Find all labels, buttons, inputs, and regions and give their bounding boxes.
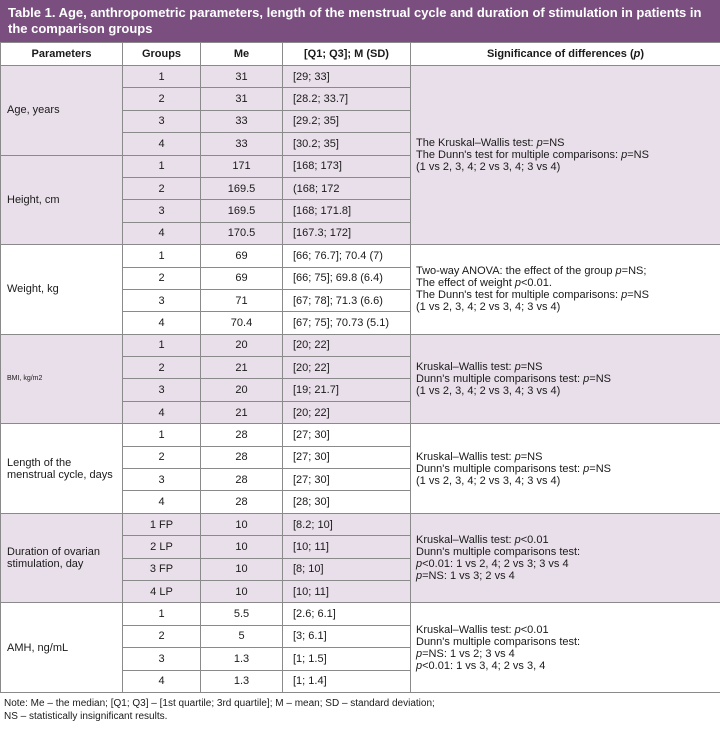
group-cell: 1 <box>123 424 201 446</box>
median-cell: 69 <box>201 245 283 267</box>
group-cell: 2 <box>123 446 201 468</box>
group-cell: 2 LP <box>123 536 201 558</box>
significance-line: Dunn's multiple comparisons test: p=NS <box>416 372 612 385</box>
header-me: Me <box>201 43 283 66</box>
parameter-name: Duration of ovarian stimulation, day <box>1 513 123 603</box>
group-cell: 1 <box>123 66 201 88</box>
header-groups: Groups <box>123 43 201 66</box>
significance-line: Kruskal–Wallis test: p=NS <box>416 450 543 463</box>
quartile-cell: [28; 30] <box>283 491 411 513</box>
significance-line: (1 vs 2, 3, 4; 2 vs 3, 4; 3 vs 4) <box>416 161 561 174</box>
group-cell: 1 <box>123 245 201 267</box>
group-cell: 2 <box>123 88 201 110</box>
median-cell: 20 <box>201 379 283 401</box>
median-cell: 33 <box>201 110 283 132</box>
median-cell: 71 <box>201 289 283 311</box>
significance-line: Dunn's multiple comparisons test: <box>416 635 581 648</box>
group-cell: 4 <box>123 491 201 513</box>
group-cell: 3 <box>123 648 201 670</box>
median-cell: 21 <box>201 357 283 379</box>
significance-cell <box>411 66 720 245</box>
median-cell: 33 <box>201 133 283 155</box>
median-cell: 31 <box>201 66 283 88</box>
quartile-cell: [28.2; 33.7] <box>283 88 411 110</box>
table-row <box>1 66 720 88</box>
median-cell: 69 <box>201 267 283 289</box>
median-cell: 31 <box>201 88 283 110</box>
group-cell: 2 <box>123 625 201 647</box>
quartile-cell: [20; 22] <box>283 334 411 356</box>
significance-line: The Dunn's test for multiple comparisons: p=NS <box>416 149 649 162</box>
quartile-cell: [20; 22] <box>283 401 411 423</box>
quartile-cell: [27; 30] <box>283 446 411 468</box>
median-cell: 169.5 <box>201 177 283 199</box>
significance-cell <box>411 603 720 693</box>
median-cell: 171 <box>201 155 283 177</box>
group-cell: 2 <box>123 177 201 199</box>
quartile-cell: [20; 22] <box>283 357 411 379</box>
median-cell: 20 <box>201 334 283 356</box>
quartile-cell: [167.3; 172] <box>283 222 411 244</box>
table-row <box>1 424 720 446</box>
table-row <box>1 513 720 535</box>
median-cell: 5 <box>201 625 283 647</box>
quartile-cell: [67; 78]; 71.3 (6.6) <box>283 289 411 311</box>
quartile-cell: [168; 173] <box>283 155 411 177</box>
significance-cell <box>411 334 720 424</box>
significance-line: Kruskal–Wallis test: p=NS <box>416 360 543 373</box>
group-cell: 3 <box>123 379 201 401</box>
significance-line: p=NS: 1 vs 3; 2 vs 4 <box>416 570 515 583</box>
quartile-cell: [10; 11] <box>283 536 411 558</box>
table-row <box>1 603 720 625</box>
header-quartiles: [Q1; Q3]; M (SD) <box>283 43 411 66</box>
significance-line: (1 vs 2, 3, 4; 2 vs 3, 4; 3 vs 4) <box>416 474 561 487</box>
quartile-cell: [2.6; 6.1] <box>283 603 411 625</box>
significance-cell <box>411 245 720 335</box>
quartile-cell: (168; 172 <box>283 177 411 199</box>
median-cell: 169.5 <box>201 200 283 222</box>
quartile-cell: [27; 30] <box>283 424 411 446</box>
median-cell: 170.5 <box>201 222 283 244</box>
group-cell: 4 LP <box>123 580 201 602</box>
parameter-name: AMH, ng/mL <box>1 603 123 693</box>
quartile-cell: [19; 21.7] <box>283 379 411 401</box>
note-line: Note: Me – the median; [Q1; Q3] – [1st quartile; 3rd quartile]; M – mean; SD – standard deviation; <box>4 697 435 709</box>
parameter-name: BMI, kg/m2 <box>1 334 123 424</box>
parameter-name: Age, years <box>1 66 123 156</box>
quartile-cell: [29; 33] <box>283 66 411 88</box>
significance-line: Dunn's multiple comparisons test: <box>416 546 581 559</box>
median-cell: 10 <box>201 580 283 602</box>
quartile-cell: [1; 1.5] <box>283 648 411 670</box>
quartile-cell: [3; 6.1] <box>283 625 411 647</box>
table-caption: Table 1. Age, anthropometric parameters, length of the menstrual cycle and duration of stimulation in patients in the comparison groups <box>0 0 720 42</box>
group-cell: 4 <box>123 312 201 334</box>
group-cell: 3 <box>123 469 201 491</box>
significance-line: Dunn's multiple comparisons test: p=NS <box>416 462 612 475</box>
group-cell: 1 <box>123 603 201 625</box>
significance-line: (1 vs 2, 3, 4; 2 vs 3, 4; 3 vs 4) <box>416 384 561 397</box>
group-cell: 1 <box>123 334 201 356</box>
header-parameters: Parameters <box>1 43 123 66</box>
quartile-cell: [30.2; 35] <box>283 133 411 155</box>
significance-cell <box>411 424 720 514</box>
quartile-cell: [27; 30] <box>283 469 411 491</box>
significance-line: The Dunn's test for multiple comparisons: p=NS <box>416 289 649 302</box>
parameter-name: Weight, kg <box>1 245 123 335</box>
quartile-cell: [67; 75]; 70.73 (5.1) <box>283 312 411 334</box>
group-cell: 4 <box>123 670 201 692</box>
group-cell: 2 <box>123 267 201 289</box>
parameter-name: Height, cm <box>1 155 123 245</box>
parameter-name: Length of the menstrual cycle, days <box>1 424 123 514</box>
median-cell: 1.3 <box>201 648 283 670</box>
significance-line: The effect of weight p<0.01. <box>416 277 552 290</box>
significance-cell <box>411 513 720 603</box>
table-row <box>1 245 720 267</box>
significance-line: p=NS: 1 vs 2; 3 vs 4 <box>416 647 515 660</box>
quartile-cell: [29.2; 35] <box>283 110 411 132</box>
significance-line: Kruskal–Wallis test: p<0.01 <box>416 623 549 636</box>
table-note <box>0 693 720 727</box>
data-table <box>0 42 720 693</box>
median-cell: 10 <box>201 536 283 558</box>
quartile-cell: [66; 75]; 69.8 (6.4) <box>283 267 411 289</box>
significance-line: p<0.01: 1 vs 2, 4; 2 vs 3; 3 vs 4 <box>416 558 569 571</box>
group-cell: 4 <box>123 133 201 155</box>
quartile-cell: [8; 10] <box>283 558 411 580</box>
median-cell: 21 <box>201 401 283 423</box>
quartile-cell: [8.2; 10] <box>283 513 411 535</box>
group-cell: 1 FP <box>123 513 201 535</box>
median-cell: 1.3 <box>201 670 283 692</box>
note-line: NS – statistically insignificant results. <box>4 710 168 722</box>
median-cell: 5.5 <box>201 603 283 625</box>
quartile-cell: [10; 11] <box>283 580 411 602</box>
median-cell: 28 <box>201 491 283 513</box>
median-cell: 10 <box>201 558 283 580</box>
quartile-cell: [66; 76.7]; 70.4 (7) <box>283 245 411 267</box>
group-cell: 3 <box>123 289 201 311</box>
significance-line: Kruskal–Wallis test: p<0.01 <box>416 534 549 547</box>
significance-line: p<0.01: 1 vs 3, 4; 2 vs 3, 4 <box>416 659 546 672</box>
significance-line: (1 vs 2, 3, 4; 2 vs 3, 4; 3 vs 4) <box>416 301 561 314</box>
group-cell: 4 <box>123 222 201 244</box>
significance-line: Two-way ANOVA: the effect of the group p=NS; <box>416 265 647 278</box>
significance-line: The Kruskal–Wallis test: p=NS <box>416 137 565 150</box>
median-cell: 28 <box>201 446 283 468</box>
median-cell: 70.4 <box>201 312 283 334</box>
group-cell: 3 FP <box>123 558 201 580</box>
quartile-cell: [1; 1.4] <box>283 670 411 692</box>
quartile-cell: [168; 171.8] <box>283 200 411 222</box>
table-row <box>1 334 720 356</box>
group-cell: 4 <box>123 401 201 423</box>
group-cell: 1 <box>123 155 201 177</box>
group-cell: 3 <box>123 200 201 222</box>
group-cell: 2 <box>123 357 201 379</box>
median-cell: 28 <box>201 424 283 446</box>
median-cell: 10 <box>201 513 283 535</box>
group-cell: 3 <box>123 110 201 132</box>
median-cell: 28 <box>201 469 283 491</box>
header-significance: Significance of differences (p) <box>411 43 720 66</box>
